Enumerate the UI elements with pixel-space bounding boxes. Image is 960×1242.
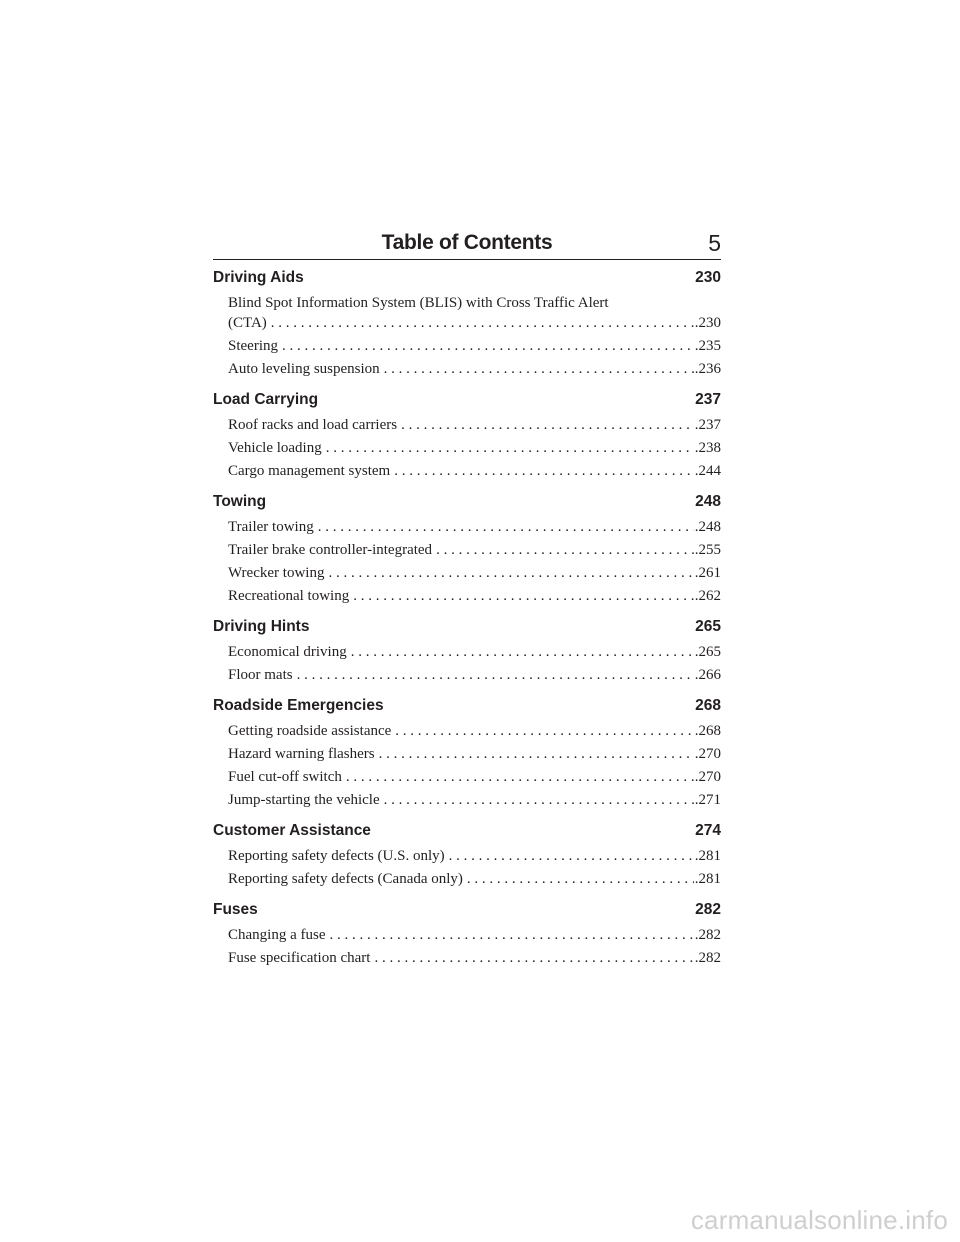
toc-entry-row [228,790,721,810]
dot-leader [282,336,694,356]
toc-entry-label: Jump-starting the vehicle [228,792,380,808]
toc-entry-row [228,438,721,458]
dot-leader [374,948,693,968]
toc-section [213,266,721,379]
section-title: Fuses [213,901,258,918]
dot-leader [329,925,693,945]
section-entries [213,517,721,606]
toc-entry-page-number: .235 [694,338,721,354]
toc-entry-page-number: .268 [694,723,721,739]
dot-leader [379,744,694,764]
toc-entry[interactable] [228,642,721,662]
toc-entry[interactable] [228,767,721,787]
toc-entry[interactable] [228,359,721,379]
toc-entry[interactable] [228,925,721,945]
page-title: Table of Contents [381,231,553,254]
toc-entry-row [228,517,721,537]
toc-entry[interactable] [228,790,721,810]
toc-entry[interactable] [228,563,721,583]
toc-entry[interactable] [228,438,721,458]
toc-entry-label: (CTA) [228,315,267,331]
section-title: Customer Assistance [213,822,371,839]
toc-entry-row [228,846,721,866]
section-page-number: 268 [695,697,721,714]
section-entries [213,293,721,379]
toc-entry-row [228,313,721,333]
toc-entry[interactable] [228,721,721,741]
page-number: 5 [708,230,721,256]
section-page-number: 265 [695,618,721,635]
section-page-number: 248 [695,493,721,510]
toc-entry-label: Reporting safety defects (Canada only) [228,871,463,887]
section-heading[interactable] [213,388,721,412]
section-page-number: 237 [695,391,721,408]
toc-entry-page-number: .266 [694,667,721,683]
toc-entry-row [228,461,721,481]
toc-entry-page-number: .255 [694,542,721,558]
toc-entry-row [228,415,721,435]
toc-entry-label: Steering [228,338,278,354]
dot-leader [328,563,693,583]
toc-entry-page-number: .230 [694,315,721,331]
toc-entry-row [228,869,721,889]
dot-leader [395,721,693,741]
toc-entry[interactable] [228,336,721,356]
toc-section [213,898,721,968]
toc-section [213,694,721,810]
section-title: Towing [213,493,267,510]
watermark: carmanualsonline.info [690,1205,948,1235]
toc-entry-row [228,744,721,764]
toc-entry-row [228,721,721,741]
dot-leader [467,869,694,889]
toc-entry-page-number: .237 [694,417,721,433]
toc-entry-label: Fuse specification chart [228,950,371,966]
toc-entry-label-line: Blind Spot Information System (BLIS) with Cross Traffic Alert [228,295,609,311]
section-entries [213,846,721,889]
section-entries [213,642,721,685]
toc-section [213,615,721,685]
toc-section [213,388,721,481]
section-title: Driving Aids [213,269,304,286]
toc-entry[interactable] [228,869,721,889]
section-heading[interactable] [213,615,721,639]
toc-entry-label: Economical driving [228,644,347,660]
toc-entry-row [228,336,721,356]
toc-entry[interactable] [228,540,721,560]
toc-entry-page-number: .265 [694,644,721,660]
toc-entry-page-number: .282 [694,927,721,943]
dot-leader [326,438,694,458]
toc-entry-page-number: .282 [694,950,721,966]
toc-entry-row [228,948,721,968]
toc-entry-row [228,563,721,583]
dot-leader [394,461,694,481]
toc-entry-label: Trailer towing [228,519,314,535]
toc-entry-row [228,665,721,685]
toc-entry-label: Trailer brake controller-integrated [228,542,433,558]
toc-entry[interactable] [228,948,721,968]
toc-entry-label: Hazard warning flashers [228,746,375,762]
toc-entry-label: Recreational towing [228,588,350,604]
section-page-number: 274 [695,822,721,839]
toc-entry-label: Getting roadside assistance [228,723,392,739]
section-page-number: 282 [695,901,721,918]
section-title: Load Carrying [213,391,319,408]
dot-leader [436,540,694,560]
toc-section [213,819,721,889]
toc-entry-label: Changing a fuse [228,927,326,943]
dot-leader [346,767,694,787]
section-entries [213,415,721,481]
toc-entry-page-number: .236 [694,361,721,377]
toc-entry-label: Vehicle loading [228,440,322,456]
toc-entry-row [228,359,721,379]
section-entries [213,925,721,968]
toc-entry-row [228,642,721,662]
dot-leader [271,313,694,333]
toc-entry-row [228,925,721,945]
toc-entry[interactable] [228,517,721,537]
dot-leader [318,517,694,537]
toc-entry-row [228,586,721,606]
toc-entry[interactable] [228,415,721,435]
section-page-number: 230 [695,269,721,286]
toc-entry-page-number: .271 [694,792,721,808]
dot-leader [401,415,694,435]
toc-entry-row [228,767,721,787]
toc-entry[interactable] [228,846,721,866]
toc-entry[interactable] [228,586,721,606]
section-title: Driving Hints [213,618,310,635]
toc-entry-page-number: .261 [694,565,721,581]
toc-entry[interactable] [228,461,721,481]
toc-entry-label: Wrecker towing [228,565,325,581]
toc-entry-label: Floor mats [228,667,293,683]
dot-leader [351,642,694,662]
toc-entry-label: Reporting safety defects (U.S. only) [228,848,445,864]
page-header [213,229,721,260]
dot-leader [384,359,694,379]
section-heading[interactable] [213,898,721,922]
toc-entry[interactable] [228,744,721,764]
toc-entry-label: Auto leveling suspension [228,361,380,377]
section-heading[interactable] [213,819,721,843]
dot-leader [449,846,694,866]
dot-leader [353,586,694,606]
toc-entry-page-number: .281 [694,848,721,864]
toc-section [213,490,721,606]
toc-entry-page-number: .262 [694,588,721,604]
table-of-contents [213,266,721,977]
toc-entry-page-number: .270 [694,746,721,762]
section-heading[interactable] [213,694,721,718]
section-heading[interactable] [213,266,721,290]
toc-entry-page-number: .244 [694,463,721,479]
dot-leader [384,790,694,810]
toc-entry-label: Fuel cut-off switch [228,769,342,785]
toc-entry-page-number: .238 [694,440,721,456]
toc-entry-label: Roof racks and load carriers [228,417,398,433]
toc-entry-page-number: .270 [694,769,721,785]
dot-leader [297,665,694,685]
toc-entry-label: Cargo management system [228,463,391,479]
toc-entry-page-number: .248 [694,519,721,535]
toc-entry[interactable] [228,293,721,333]
toc-entry[interactable] [228,665,721,685]
section-title: Roadside Emergencies [213,697,384,714]
toc-entry-page-number: .281 [694,871,721,887]
section-entries [213,721,721,810]
section-heading[interactable] [213,490,721,514]
toc-entry-row [228,540,721,560]
